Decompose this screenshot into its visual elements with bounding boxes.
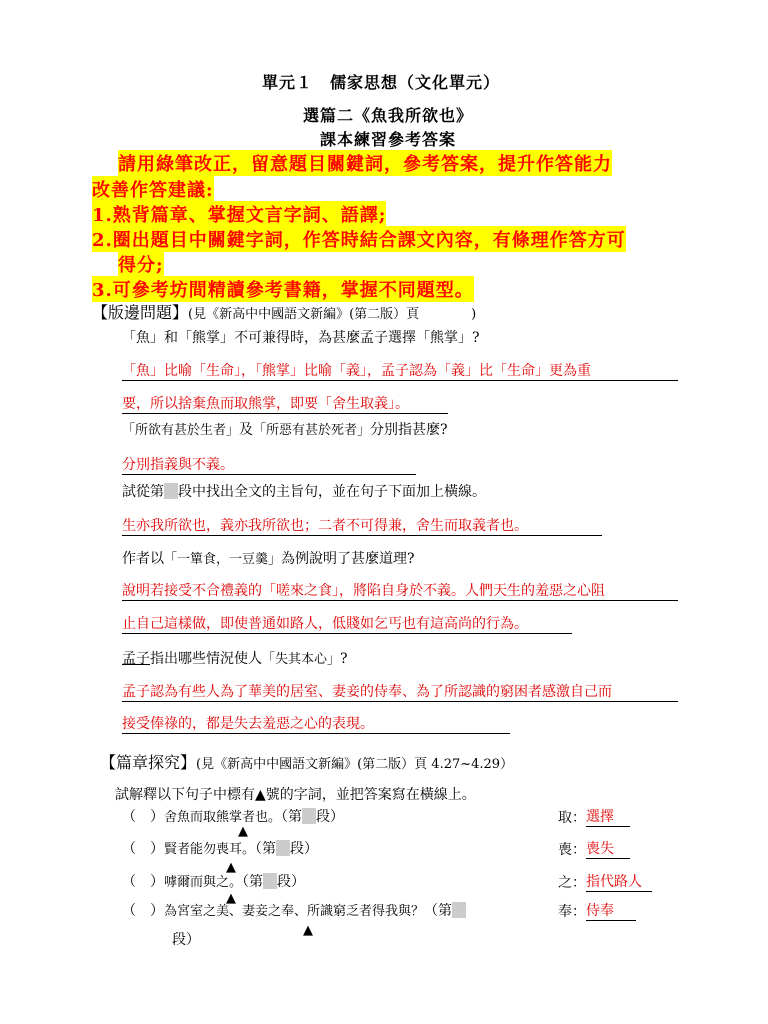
notice-item2: 2.圈出題目中關鍵字詞，作答時結合課文內容，有條理作答方可 [92, 226, 626, 252]
exercise-item-1-answer: 選擇 [586, 806, 630, 827]
selection-title: 選篇二《魚我所欲也》 [303, 106, 474, 125]
question-3: 試從第 段中找出全文的主旨句，並在句子下面加上橫線。 [122, 484, 486, 500]
question-5: 孟子指出哪些情況使人「失其本心」? [122, 651, 348, 667]
exercise-item-1-word: 取：選擇 [558, 806, 630, 827]
notice-line1: 請用綠筆改正，留意題目關鍵詞，參考答案，提升作答能力 [118, 150, 612, 176]
answer-5-line2: 接受俸祿的，都是失去羞惡之心的表現。 [122, 713, 510, 734]
paragraph-number-blank [164, 483, 178, 499]
exercise-item-2: （ ）賢者能勿喪耳。（第 段） [122, 841, 319, 857]
subtitle: 課本練習參考答案 [320, 130, 457, 149]
marker-triangle-1: ▲ [238, 824, 248, 839]
exercise-item-3-word: 之：指代路人 [558, 871, 652, 892]
answer-4-line2: 止自己這樣做，即使普通如路人，低賤如乞丐也有這高尚的行為。 [122, 613, 572, 634]
marker-triangle-2: ▲ [226, 860, 236, 875]
notice-item2-cont: 得分; [118, 251, 164, 277]
exercise-item-2-word: 喪：喪失 [558, 838, 630, 859]
answer-1-line2: 要，所以捨棄魚而取熊掌，即要「舍生取義」。 [122, 393, 448, 414]
marker-triangle-4: ▲ [303, 923, 313, 938]
section1-ref: (見《新高中中國語文新編》(第二版）頁 ) [188, 307, 477, 322]
answer-5-line1: 孟子認為有些人為了華美的居室、妻妾的侍奉、為了所認識的窮困者感激自己而 [122, 681, 678, 702]
exercise-item-4-para: 段） [172, 932, 200, 948]
question-1: 「魚」和「熊掌」不可兼得時，為甚麼孟子選擇「熊掌」? [122, 330, 480, 346]
answer-2: 分別指義與不義。 [122, 454, 416, 475]
section2-header [100, 750, 513, 773]
section1-header [92, 300, 476, 323]
section1-heading: 【版邊問題】 [92, 303, 189, 322]
notice-line2: 改善作答建議: [92, 176, 214, 202]
notice-item3: 3.可參考坊間精讀參考書籍，掌握不同題型。 [92, 276, 474, 302]
section2-ref: (見《新高中中國語文新編》(第二版）頁 4.27~4.29） [196, 757, 514, 772]
marker-triangle-3: ▲ [226, 891, 236, 906]
exercise-item-4-word: 奉：侍奉 [558, 900, 636, 921]
unit-title: 單元１ 儒家思想（文化單元） [262, 73, 501, 92]
exercise-item-3: （ ）嘑爾而與之。（第 段） [122, 874, 306, 890]
exercise-item-4-answer: 侍奉 [586, 900, 636, 921]
section2-instruction: 試解釋以下句子中標有▲號的字詞，並把答案寫在橫線上。 [115, 787, 476, 803]
answer-3: 生亦我所欲也，義亦我所欲也；二者不可得兼，舍生而取義者也。 [122, 515, 602, 536]
notice-item1: 1.熟背篇章、掌握文言字詞、語譯; [92, 201, 386, 227]
exercise-item-2-answer: 喪失 [586, 838, 630, 859]
exercise-item-1: （ ）舍魚而取熊掌者也。（第 段） [122, 809, 345, 825]
section2-heading: 【篇章探究】 [100, 753, 197, 772]
question-4: 作者以「一簞食，一豆羹」為例說明了甚麼道理? [122, 551, 415, 567]
answer-4-line1: 說明若接受不合禮義的「嗟來之食」，將陷自身於不義。人們天生的羞惡之心阻 [122, 580, 678, 601]
question-2: 「所欲有甚於生者」及「所惡有甚於死者」分別指甚麼? [122, 422, 448, 438]
exercise-item-4: （ ）為宮室之美、妻妾之奉、所識窮乏者得我與？（第 [122, 900, 466, 920]
answer-1-line1: 「魚」比喻「生命」，「熊掌」比喻「義」，孟子認為「義」比「生命」更為重 [122, 360, 678, 381]
exercise-item-3-answer: 指代路人 [586, 871, 652, 892]
